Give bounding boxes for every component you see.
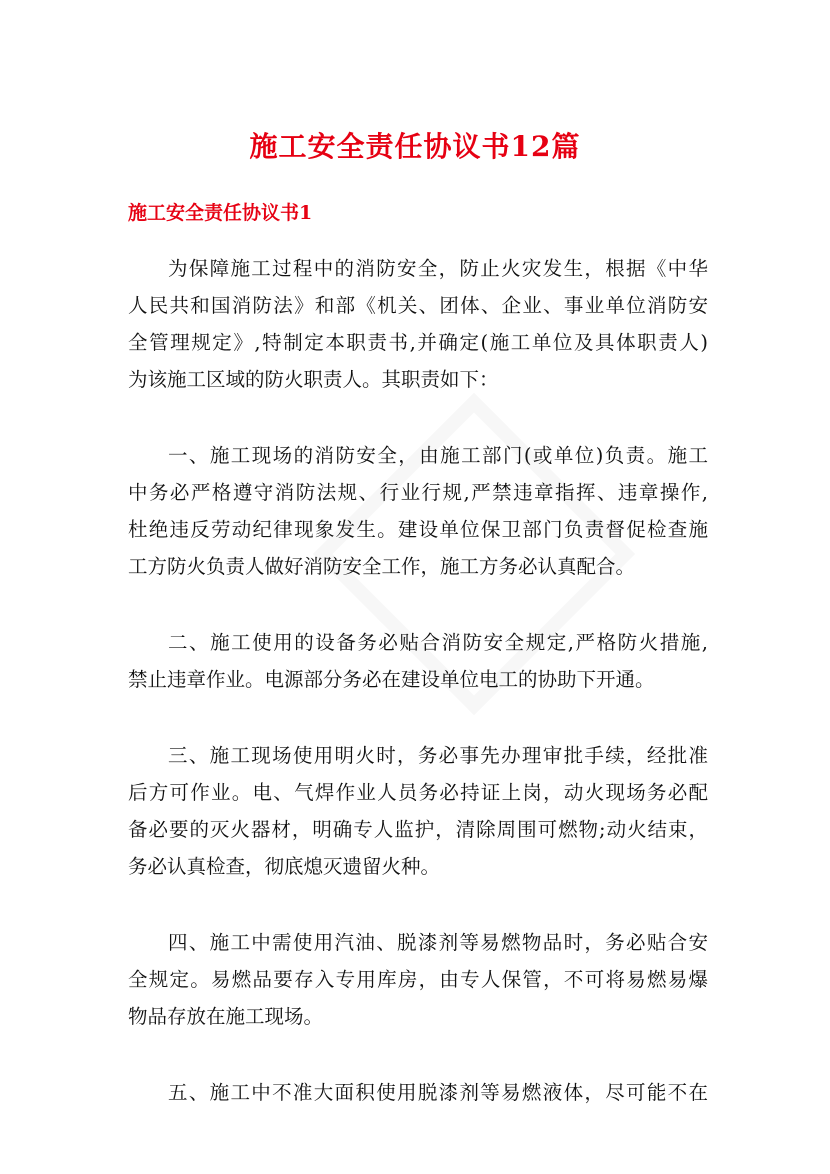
paragraph-line: 一、施工现场的消防安全，由施工部门(或单位)负责。施工 xyxy=(168,444,708,467)
paragraph-line: 三、施工现场使用明火时，务必事先办理审批手续，经批准 xyxy=(168,744,708,767)
paragraph-line: 二、施工使用的设备务必贴合消防安全规定,严格防火措施, xyxy=(168,631,708,654)
paragraph xyxy=(128,437,708,585)
document-title: 施工安全责任协议书12篇 xyxy=(249,130,581,163)
paragraph-line: 全管理规定》,特制定本职责书,并确定(施工单位及具体职责人) xyxy=(128,331,708,354)
paragraph-line: 五、施工中不准大面积使用脱漆剂等易燃液体，尽可能不在 xyxy=(168,1081,708,1104)
paragraph-line: 备必要的灭火器材，明确专人监护，清除周围可燃物;动火结束， xyxy=(128,818,708,841)
paragraph-line: 杜绝违反劳动纪律现象发生。建设单位保卫部门负责督促检查施 xyxy=(128,518,708,541)
paragraph-line: 人民共和国消防法》和部《机关、团体、企业、事业单位消防安 xyxy=(128,294,708,317)
paragraph xyxy=(128,924,708,1035)
paragraph-line: 工方防火负责人做好消防安全工作，施工方务必认真配合。 xyxy=(128,555,636,578)
paragraph-line: 后方可作业。电、气焊作业人员务必持证上岗，动火现场务必配 xyxy=(128,781,708,804)
paragraph xyxy=(128,1074,708,1111)
document-body xyxy=(128,250,708,1150)
paragraph-line: 为保障施工过程中的消防安全，防止火灾发生，根据《中华 xyxy=(168,257,708,280)
paragraph-line: 四、施工中需使用汽油、脱漆剂等易燃物品时，务必贴合安 xyxy=(168,931,708,954)
paragraph xyxy=(128,737,708,885)
paragraph xyxy=(128,624,708,698)
paragraph-line: 全规定。易燃品要存入专用库房，由专人保管，不可将易燃易爆 xyxy=(128,968,708,991)
paragraph-line: 务必认真检查，彻底熄灭遗留火种。 xyxy=(128,855,441,878)
paragraph-line: 禁止违章作业。电源部分务必在建设单位电工的协助下开通。 xyxy=(128,668,655,691)
paragraph-line: 为该施工区域的防火职责人。其职责如下： xyxy=(128,368,499,391)
paragraph-line: 中务必严格遵守消防法规、行业行规,严禁违章指挥、违章操作, xyxy=(128,481,708,504)
paragraph xyxy=(128,250,708,398)
paragraph-line: 物品存放在施工现场。 xyxy=(128,1005,324,1028)
section-heading: 施工安全责任协议书1 xyxy=(128,202,313,224)
